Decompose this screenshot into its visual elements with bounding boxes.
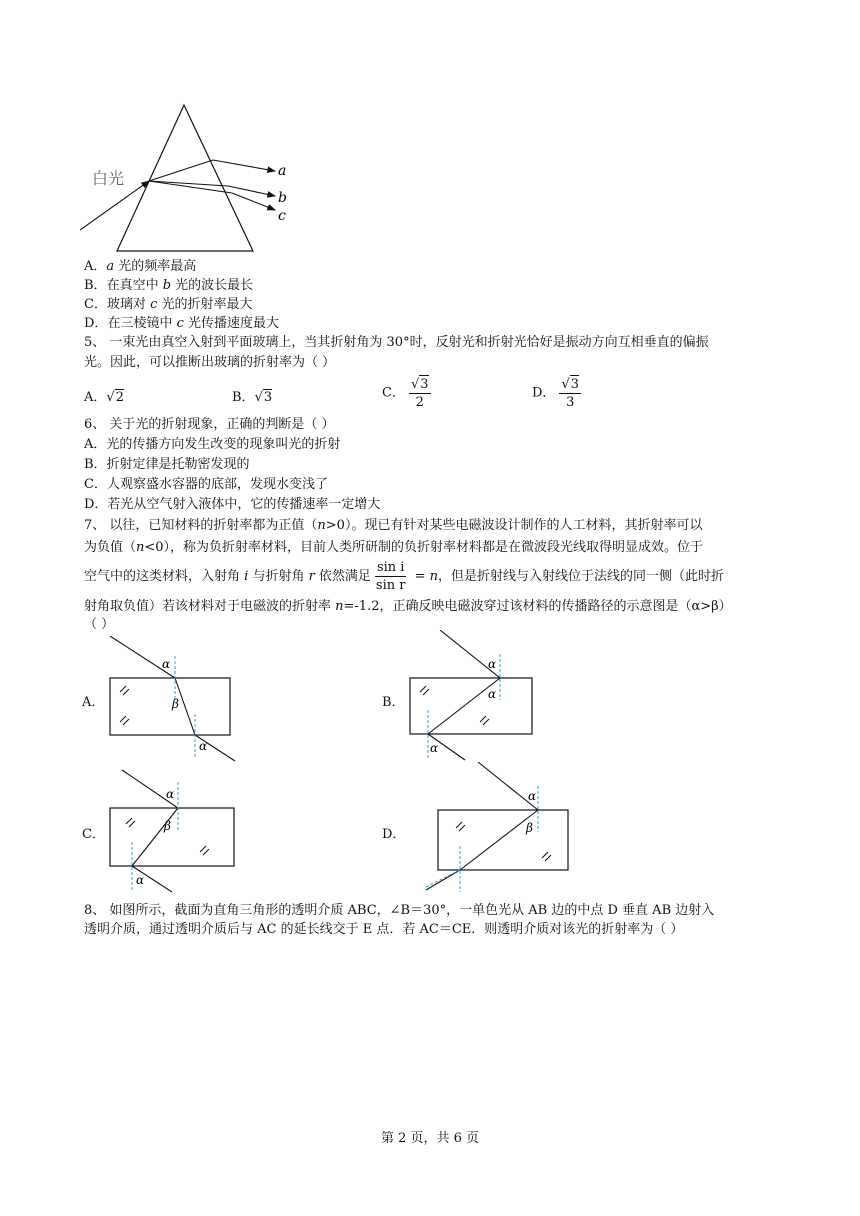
option-var: b xyxy=(162,278,172,293)
q7-stem-line3 xyxy=(84,558,724,596)
alpha-label: α xyxy=(136,873,145,887)
extension-line xyxy=(424,870,460,888)
option-value: 2 xyxy=(115,390,124,405)
alpha-label: α xyxy=(430,741,439,755)
denominator: sin r xyxy=(375,578,406,593)
option-letter: D． xyxy=(84,316,108,331)
text: 与折射角 xyxy=(248,569,309,584)
hatch-mark xyxy=(200,846,209,855)
hatch-mark xyxy=(120,686,129,695)
option-var: a xyxy=(106,259,115,274)
q4-option-b xyxy=(84,277,253,295)
alpha-label: α xyxy=(166,787,175,801)
alpha-label: α xyxy=(488,687,497,701)
q7-option-d-label: D． xyxy=(382,827,406,842)
white-light-label: 白光 xyxy=(92,169,125,188)
beta-label: β xyxy=(172,697,179,711)
ray-out-a xyxy=(213,160,275,171)
alpha-label: α xyxy=(199,739,208,753)
text: >0）。现已有针对某些电磁波设计制作的人工材料，其折射率可以 xyxy=(325,518,703,533)
option-text: 光的频率最高 xyxy=(114,259,197,274)
q4-option-d xyxy=(84,315,279,333)
numerator: 3 xyxy=(420,377,429,392)
diagram-a xyxy=(100,636,250,766)
diagram-c xyxy=(100,766,250,896)
q7-stem-line4 xyxy=(84,598,732,616)
q4-option-c xyxy=(84,296,253,314)
diagram-b xyxy=(400,630,550,770)
q6-stem: 6、 关于光的折射现象，正确的判断是（ ） xyxy=(84,417,335,432)
option-text: 在真空中 xyxy=(106,278,163,293)
q6-option-d: D．若光从空气射入液体中，它的传播速率一定增大 xyxy=(84,497,381,512)
equation: = n xyxy=(410,569,438,584)
text: 依然满足 xyxy=(314,569,371,584)
q7-option-a-label: A． xyxy=(82,695,105,710)
incident-white-light xyxy=(80,181,149,230)
q5-option-c xyxy=(382,375,435,411)
option-text: 光传播速度最大 xyxy=(183,316,279,331)
q5-option-b: B．√3 xyxy=(232,390,273,405)
q4-option-a xyxy=(84,258,196,276)
fraction: $\frac{√3}{2}$ xyxy=(410,377,429,410)
text: 空气中的这类材料，入射角 xyxy=(84,569,245,584)
var: n xyxy=(317,518,326,533)
option-text: 光的折射率最大 xyxy=(157,297,253,312)
text: ，但是折射线与入射线位于法线的同一侧（此时折 xyxy=(437,569,724,584)
ray-label-c: c xyxy=(278,208,286,224)
prism-figure xyxy=(80,100,310,255)
q6-option-a: A．光的传播方向发生改变的现象叫光的折射 xyxy=(84,437,341,452)
option-letter: B． xyxy=(84,278,107,293)
ray-label-b: b xyxy=(278,190,287,206)
fraction: $\frac{√3}{3}$ xyxy=(561,377,580,410)
option-value: 3 xyxy=(263,390,273,405)
option-letter: B． xyxy=(232,390,255,405)
var: n xyxy=(335,599,344,614)
hatch-mark xyxy=(542,852,551,861)
q5-stem-line2: 光。因此，可以推断出玻璃的折射率为（ ） xyxy=(84,355,336,370)
slab xyxy=(110,808,234,866)
q6-option-b: B．折射定律是托勒密发现的 xyxy=(84,457,250,472)
option-letter: A． xyxy=(84,390,107,405)
option-var: c xyxy=(176,316,184,331)
q7-option-b-label: B． xyxy=(382,695,405,710)
slab xyxy=(438,810,568,870)
beta-label: β xyxy=(526,821,533,835)
q7-stem-line1 xyxy=(84,517,702,535)
q8-stem-line2: 透明介质，通过透明介质后与 AC 的延长线交于 E 点．若 AC＝CE．则透明介质对该光的折射率为（ ） xyxy=(84,922,684,937)
slab xyxy=(110,678,230,735)
text: =-1.2，正确反映电磁波穿过该材料的传播路径的示意图是（α>β） xyxy=(343,599,732,614)
q7-option-c-label: C． xyxy=(82,827,105,842)
hatch-mark xyxy=(456,822,465,831)
option-text: 玻璃对 xyxy=(106,297,151,312)
alpha-label: α xyxy=(488,657,497,671)
option-letter: C． xyxy=(84,297,107,312)
alpha-label: α xyxy=(162,657,171,671)
prism-outline xyxy=(117,105,253,251)
ray-inside-c xyxy=(149,181,232,193)
denominator: 3 xyxy=(566,395,575,410)
var: i xyxy=(244,569,249,584)
var: n xyxy=(136,540,145,555)
q5-option-d xyxy=(532,375,585,411)
sin-fraction xyxy=(375,559,407,594)
ray-out-c xyxy=(232,193,275,210)
text: <0），称为负折射率材料，目前人类所研制的负折射率材料都是在微波段光线取得明显成效。位于 xyxy=(144,540,704,555)
refracted-ray xyxy=(132,808,178,866)
var: r xyxy=(308,569,315,584)
q6-option-c: C．人观察盛水容器的底部，发现水变浅了 xyxy=(84,477,328,492)
hatch-mark xyxy=(126,818,135,827)
text: 为负值（ xyxy=(84,540,137,555)
option-var: c xyxy=(150,297,158,312)
diagram-d xyxy=(420,762,580,894)
ray-inside-b xyxy=(149,181,228,186)
q7-stem-line2 xyxy=(84,539,703,557)
option-letter: C． xyxy=(382,385,405,401)
text: 射角取负值）若该材料对于电磁波的折射率 xyxy=(84,599,336,614)
numerator: sin i xyxy=(376,560,405,575)
numerator: 3 xyxy=(570,377,580,392)
q8-stem-line1: 8、 如图所示，截面为直角三角形的透明介质 ABC，∠B＝30°，一单色光从 AB 边的中点 D 垂直 AB 边射入 xyxy=(84,903,715,918)
alpha-label: α xyxy=(528,789,537,803)
text: 7、 以往，已知材料的折射率都为正值（ xyxy=(84,518,318,533)
option-text: 在三棱镜中 xyxy=(107,316,177,331)
q5-stem-line1: 5、 一束光由真空入射到平面玻璃上，当其折射角为 30°时，反射光和折射光恰好是振动方向互相垂直的偏振 xyxy=(84,335,709,350)
ray-label-a: a xyxy=(278,163,287,179)
option-letter: D． xyxy=(532,385,556,401)
denominator: 2 xyxy=(415,395,424,410)
refracted-ray xyxy=(460,810,538,870)
beta-label: β xyxy=(164,819,171,833)
q7-stem-line5: （ ） xyxy=(84,617,115,632)
option-letter: A． xyxy=(84,259,107,274)
hatch-mark xyxy=(480,716,489,725)
option-text: 光的波长最长 xyxy=(171,278,254,293)
ray-inside-a xyxy=(149,160,213,181)
q5-option-a: A．√2 xyxy=(84,390,124,405)
hatch-mark xyxy=(120,716,129,725)
page-footer: 第 2 页，共 6 页 xyxy=(380,1131,480,1146)
hatch-mark xyxy=(420,686,429,695)
